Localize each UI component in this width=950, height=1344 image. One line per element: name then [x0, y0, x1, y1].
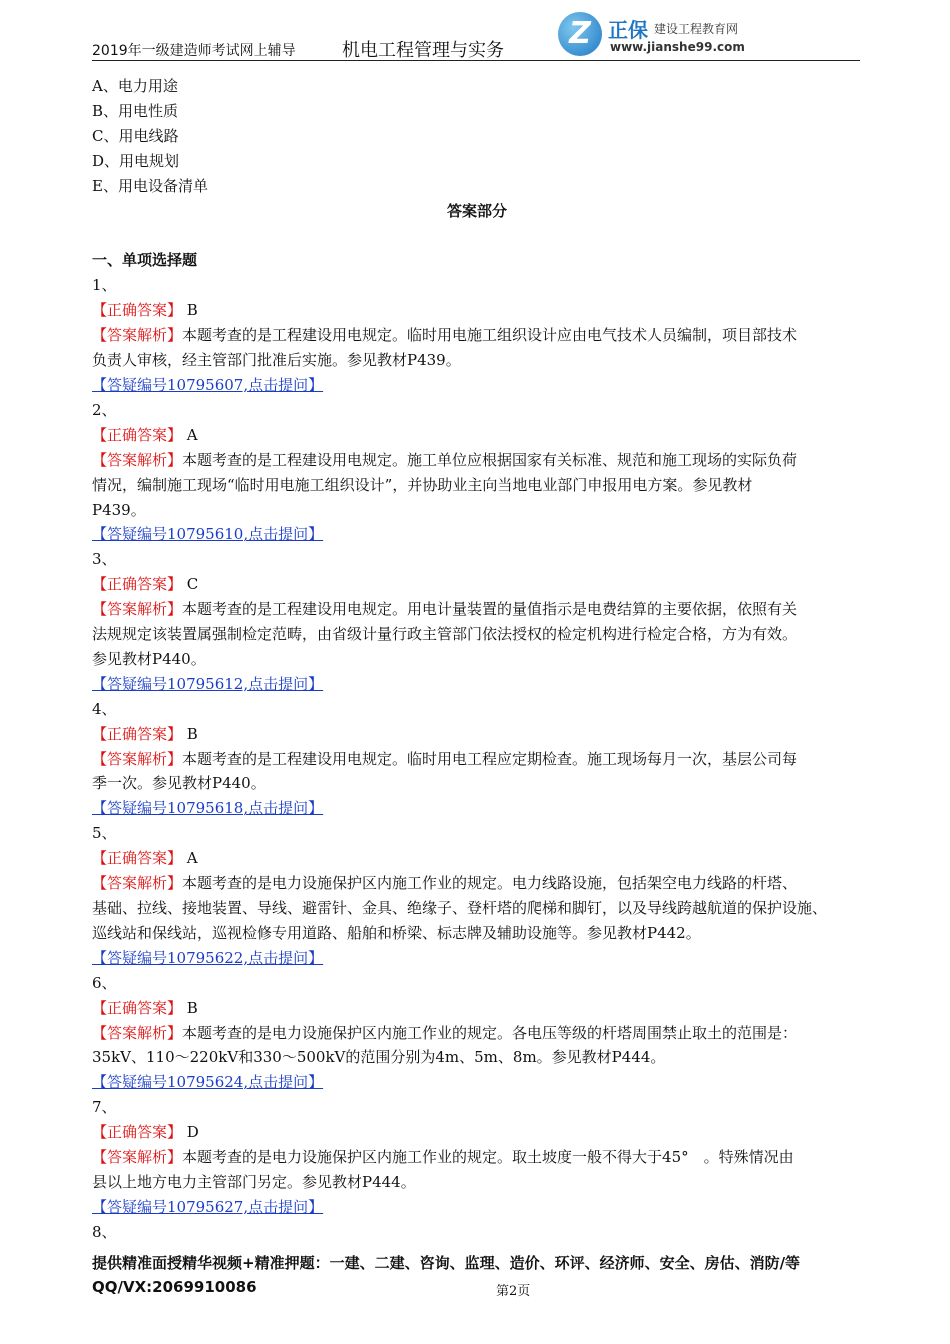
- analysis-text: 巡线站和保线站，巡视检修专用道路、船舶和桥梁、标志牌及辅助设施等。参见教材P442。: [92, 923, 701, 942]
- correct-answer-row: [92, 298, 862, 323]
- question-number: 7、: [92, 1098, 117, 1117]
- analysis-label: 【答案解析】: [92, 1023, 183, 1042]
- analysis-line: [92, 871, 862, 896]
- analysis-text: 县以上地方电力主管部门另定。参见教材P444。: [92, 1172, 416, 1191]
- analysis-text: 参见教材P440。: [92, 649, 206, 668]
- correct-answer-label: 【正确答案】: [92, 998, 183, 1017]
- option-e: E、用电设备清单: [92, 176, 208, 195]
- ask-question-link[interactable]: 【答疑编号10795624,点击提问】: [92, 1073, 324, 1092]
- correct-answer-label: 【正确答案】: [92, 724, 183, 743]
- correct-answer-value: B: [186, 301, 198, 320]
- correct-answer-row: [92, 996, 862, 1021]
- correct-answer-value: A: [186, 425, 198, 444]
- option-b: B、用电性质: [92, 101, 179, 120]
- correct-answer-label: 【正确答案】: [92, 849, 183, 868]
- analysis-text: 法规规定该装置属强制检定范畴，由省级计量行政主管部门依法授权的检定机构进行检定合格，方为有效。: [92, 625, 798, 644]
- option-d: D、用电规划: [92, 151, 180, 170]
- analysis-label: 【答案解析】: [92, 1148, 183, 1167]
- answer-section-title: 答案部分: [446, 201, 507, 220]
- correct-answer-value: B: [186, 724, 198, 743]
- single-choice-heading: 一、单项选择题: [92, 251, 198, 270]
- question-number: 6、: [92, 973, 117, 992]
- correct-answer-label: 【正确答案】: [92, 1123, 183, 1142]
- page-footer: [92, 1252, 862, 1299]
- analysis-label: 【答案解析】: [92, 450, 183, 469]
- analysis-line: [92, 622, 862, 647]
- question-number: 3、: [92, 550, 117, 569]
- analysis-text: 35kV、110～220kV和330～500kV的范围分别为4m、5m、8m。参见教材P444。: [92, 1048, 666, 1067]
- correct-answer-value: B: [186, 998, 198, 1017]
- analysis-line: [92, 498, 862, 523]
- document-body: [92, 74, 862, 1245]
- correct-answer-value: D: [186, 1123, 199, 1142]
- analysis-text: 负责人审核，经主管部门批准后实施。参见教材P439。: [92, 351, 461, 370]
- correct-answer-label: 【正确答案】: [92, 425, 183, 444]
- logo-brand: 正保: [608, 18, 648, 42]
- correct-answer-row: [92, 423, 862, 448]
- ask-question-link[interactable]: 【答疑编号10795607,点击提问】: [92, 375, 324, 394]
- analysis-text: 本题考查的是工程建设用电规定。临时用电施工组织设计应由电气技术人员编制，项目部技术: [182, 326, 798, 345]
- ask-question-link[interactable]: 【答疑编号10795612,点击提问】: [92, 674, 324, 693]
- logo-subtitle: 建设工程教育网: [654, 22, 739, 36]
- correct-answer-value: A: [186, 849, 198, 868]
- analysis-label: 【答案解析】: [92, 326, 183, 345]
- analysis-text: 季一次。参见教材P440。: [92, 774, 266, 793]
- analysis-line: [92, 348, 862, 373]
- answer-item: [92, 1095, 862, 1220]
- analysis-line: [92, 473, 862, 498]
- analysis-line: [92, 323, 862, 348]
- correct-answer-value: C: [186, 575, 199, 594]
- analysis-text: 情况，编制施工现场“临时用电施工组织设计”，并协助业主向当地电业部门申报用电方案。参见教材: [92, 475, 753, 494]
- analysis-text: 本题考查的是工程建设用电规定。施工单位应根据国家有关标准、规范和施工现场的实际负荷: [182, 450, 798, 469]
- analysis-text: P439。: [92, 500, 146, 519]
- analysis-label: 【答案解析】: [92, 600, 183, 619]
- analysis-line: [92, 1170, 862, 1195]
- correct-answer-label: 【正确答案】: [92, 301, 183, 320]
- correct-answer-row: [92, 1120, 862, 1145]
- question-number: 5、: [92, 824, 117, 843]
- correct-answer-row: [92, 846, 862, 871]
- analysis-line: [92, 921, 862, 946]
- footer-promo: 提供精准面授精华视频+精准押题：一建、二建、咨询、监理、造价、环评、经济师、安全、房估、消防/等: [92, 1254, 801, 1272]
- analysis-line: [92, 747, 862, 772]
- answer-item: [92, 547, 862, 696]
- answer-item: [92, 697, 862, 822]
- analysis-line: [92, 1045, 862, 1070]
- analysis-line: [92, 647, 862, 672]
- correct-answer-row: [92, 572, 862, 597]
- analysis-line: [92, 896, 862, 921]
- analysis-text: 本题考查的是工程建设用电规定。临时用电工程应定期检查。施工现场每月一次，基层公司每: [182, 749, 798, 768]
- header-subject: 机电工程管理与实务: [342, 40, 504, 61]
- header-exam-title: 2019年一级建造师考试网上辅导: [92, 43, 296, 59]
- page-number: 第2页: [496, 1284, 531, 1299]
- analysis-label: 【答案解析】: [92, 874, 183, 893]
- question-number: 1、: [92, 276, 117, 295]
- question-number: 2、: [92, 400, 117, 419]
- ask-question-link[interactable]: 【答疑编号10795627,点击提问】: [92, 1197, 324, 1216]
- analysis-text: 本题考查的是电力设施保护区内施工作业的规定。取土坡度一般不得大于45° 。特殊情况由: [182, 1148, 794, 1167]
- option-c: C、用电线路: [92, 126, 179, 145]
- analysis-line: [92, 771, 862, 796]
- footer-contact: QQ/VX:2069910086: [92, 1278, 257, 1296]
- logo-z-icon: Z: [569, 16, 591, 51]
- question-number: 8、: [92, 1222, 117, 1241]
- correct-answer-row: [92, 722, 862, 747]
- site-logo[interactable]: [558, 10, 758, 58]
- analysis-line: [92, 1145, 862, 1170]
- correct-answer-label: 【正确答案】: [92, 575, 183, 594]
- answer-item: [92, 971, 862, 1096]
- analysis-text: 本题考查的是工程建设用电规定。用电计量装置的量值指示是电费结算的主要依据，依照有关: [182, 600, 798, 619]
- analysis-label: 【答案解析】: [92, 749, 183, 768]
- answer-item: [92, 273, 862, 398]
- analysis-line: [92, 1021, 862, 1046]
- analysis-text: 本题考查的是电力设施保护区内施工作业的规定。各电压等级的杆塔周围禁止取土的范围是：: [182, 1023, 798, 1042]
- logo-url: www.jianshe99.com: [610, 40, 745, 54]
- answer-item: [92, 821, 862, 970]
- question-number: 4、: [92, 699, 117, 718]
- page-header: [92, 8, 860, 61]
- ask-question-link[interactable]: 【答疑编号10795610,点击提问】: [92, 525, 324, 544]
- answer-item: [92, 398, 862, 547]
- analysis-text: 本题考查的是电力设施保护区内施工作业的规定。电力线路设施，包括架空电力线路的杆塔、: [182, 874, 798, 893]
- ask-question-link[interactable]: 【答疑编号10795618,点击提问】: [92, 799, 324, 818]
- analysis-text: 基础、拉线、接地装置、导线、避雷针、金具、绝缘子、登杆塔的爬梯和脚钉，以及导线跨越航道的保护设施、: [92, 899, 828, 917]
- analysis-line: [92, 448, 862, 473]
- answer-list: [92, 273, 862, 1219]
- ask-question-link[interactable]: 【答疑编号10795622,点击提问】: [92, 948, 324, 967]
- option-a: A、电力用途: [92, 77, 178, 95]
- analysis-line: [92, 597, 862, 622]
